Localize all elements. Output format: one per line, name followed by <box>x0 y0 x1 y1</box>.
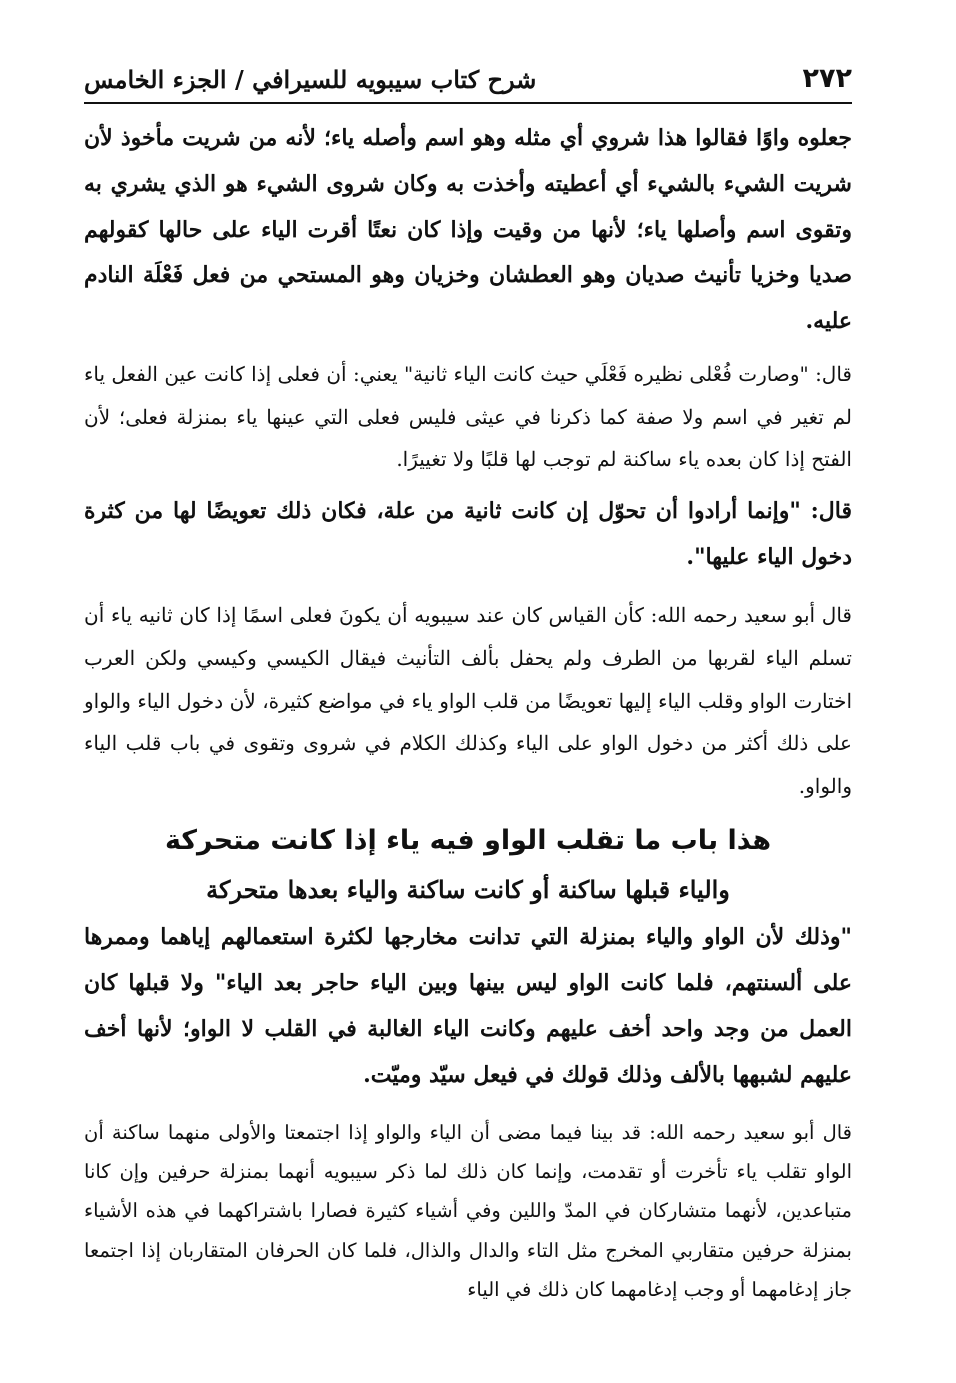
paragraph-2: قال: "وصارت فُعْلى نظيره فَعْلَي حيث كانت الياء ثانية" يعني: أن فعلى إذا كانت عين الفعل ياء لم تغير في اسم ولا صفة كما ذكرنا في عيثى فليس فعلى التي عينها ياء بمنزلة فعلى؛ لأن الفتح إذا كان بعده ياء ساكنة لم توجب لها قلبًا ولا تغييرًا. <box>84 361 852 472</box>
section-heading: هذا باب ما تقلب الواو فيه ياء إذا كانت متحركة <box>164 825 772 857</box>
page-header <box>84 56 852 104</box>
page-number: ٢٧٢ <box>802 63 852 94</box>
running-title: شرح كتاب سيبويه للسيرافي / الجزء الخامس <box>84 65 537 94</box>
paragraph-1: جعلوه واوًا فقالوا هذا شروي أي مثله وهو اسم وأصله ياء؛ لأنه من شريت مأخوذ لأن شريت الشيء بالشيء أي أعطيته وأخذت به وكان شروى الشيء هو الذي يشري به وتقوى اسم وأصلها ياء؛ لأنها من وقيت وإذا كان نعتًا أقرت الياء على حالها كقولهم صديا وخزيا تأنيث صديان وهو العطشان وخزيان وهو المستحي من فعل فَعْلَة النادم عليه. <box>84 125 852 335</box>
paragraph-5: "وذلك لأن الواو والياء بمنزلة التي تدانت مخارجها لكثرة استعمالهم إياهما وممرها على ألسنتهم، فلما كانت الواو ليس بينها وبين الياء حاجر بعد الياء" ولا قبلها كان العمل من وجد واحد أخف عليهم وكانت الياء الغالبة في القلب لا الواو؛ لأنها أخف عليهم لشبهها بالألف وذلك قولك في فيعل سيّد وميّت. <box>84 924 852 1088</box>
page-body <box>84 116 852 1310</box>
section-subheading: والياء قبلها ساكنة أو كانت ساكنة والياء بعدها متحركة <box>206 875 730 905</box>
paragraph-6: قال أبو سعيد رحمه الله: قد بينا فيما مضى أن الياء والواو إذا اجتمعتا والأولى منهما ساكنة أن الواو تقلب ياء تأخرت أو تقدمت، وإنما كان ذلك لما ذكر سيبويه أنهما بمنزلة حرفين وإن كانا متباعدين، لأنهما متشاركان في المدّ واللين وفي أشياء كثيرة فصارا باشتراكهما في هذه الأشياء بمنزلة حرفين متقاربي المخرج مثل التاء والدال والذال، فلما كان الحرفان المتقاربان إذا اجتمعا جاز إدغامهما أو وجب إدغامهما كان ذلك في الياء <box>84 1120 852 1302</box>
paragraph-3: قال: "وإنما أرادوا أن تحوّل إن كانت ثانية من علة، فكان ذلك تعويضًا لها من كثرة دخول الياء عليها". <box>84 497 852 570</box>
paragraph-4: قال أبو سعيد رحمه الله: كأن القياس كان عند سيبويه أن يكونَ فعلى اسمًا إذا كان ثانيه ياء أن تسلم الياء لقربها من الطرف ولم يحفل بألف التأنيث فيقال الكيسي وكيسي ولكن العرب اختارت الواو وقلب الياء إليها تعويضًا من قلب الواو ياء في مواضع كثيرة، لأن دخول الياء والواو على ذلك أكثر من دخول الواو على الياء وكذلك الكلام في شروى وتقوى في باب قلب الياء والواو. <box>84 603 852 798</box>
